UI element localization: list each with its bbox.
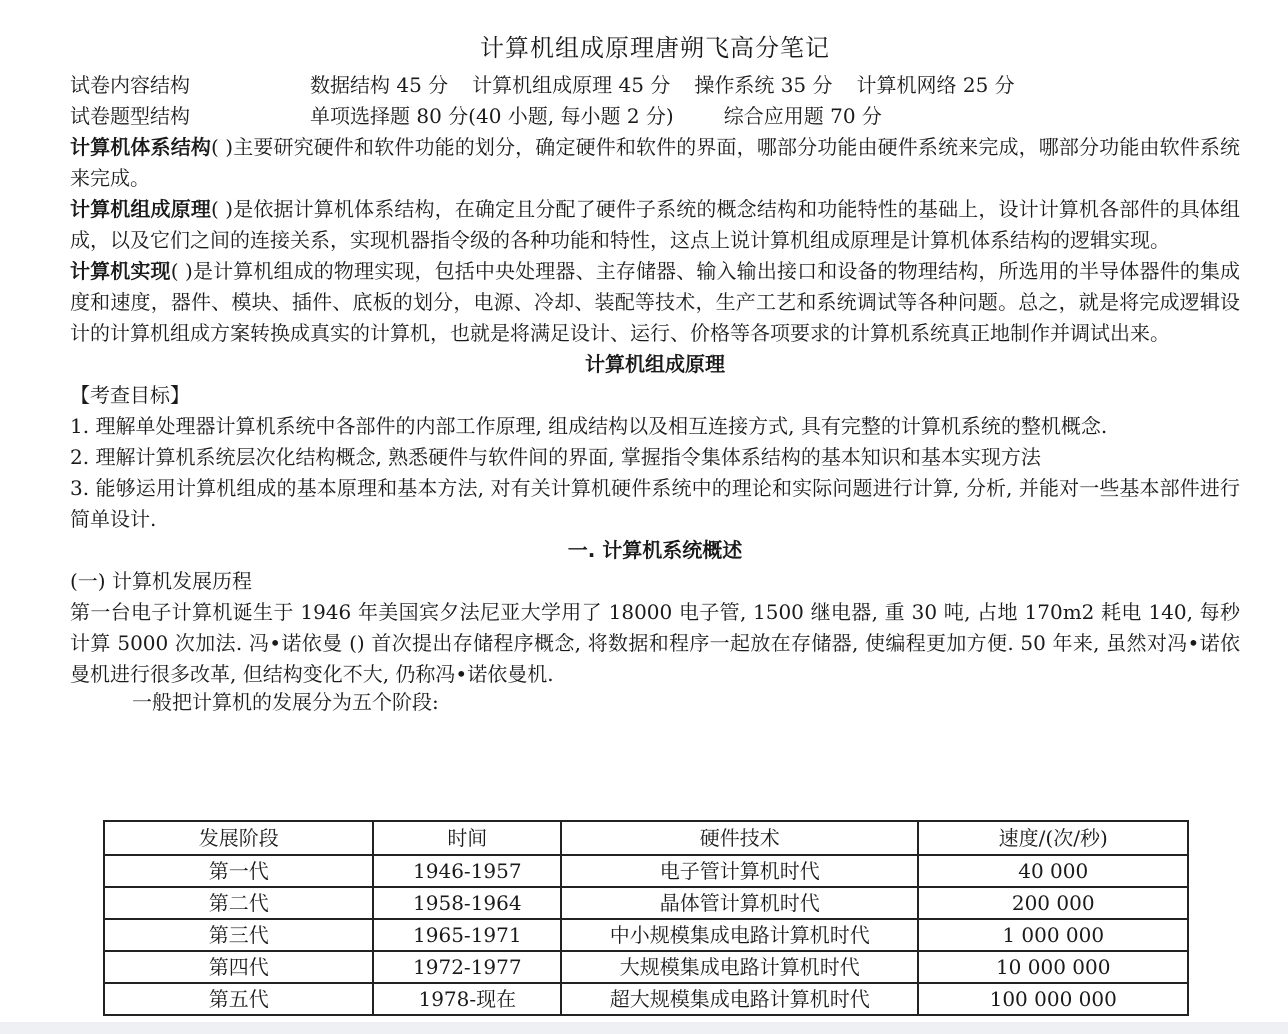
stages-table [103, 820, 1189, 1016]
table-cell: 1946-1957 [373, 855, 561, 887]
definition-paragraph [70, 256, 1240, 349]
table-cell: 10 000 000 [918, 951, 1188, 983]
table-cell: 第五代 [104, 983, 373, 1015]
table-cell: 晶体管计算机时代 [561, 887, 918, 919]
table-cell: 第二代 [104, 887, 373, 919]
structure-row-label: 试卷内容结构 [70, 73, 190, 97]
table-cell: 40 000 [918, 855, 1188, 887]
subsection-heading: (一) 计算机发展历程 [70, 569, 252, 593]
bottom-scroll-band [0, 1022, 1288, 1034]
structure-row-label: 试卷题型结构 [70, 104, 190, 128]
definition-text: ( )主要研究硬件和软件功能的划分，确定硬件和软件的界面，哪部分功能由硬件系统来完成，哪部分功能由软件系统来完成。 [70, 135, 1241, 190]
table-cell: 1965-1971 [373, 919, 561, 951]
table-cell: 第一代 [104, 855, 373, 887]
table-header-cell: 硬件技术 [561, 821, 918, 855]
definition-term: 计算机实现 [70, 259, 171, 283]
table-cell: 中小规模集成电路计算机时代 [561, 919, 918, 951]
table-cell: 200 000 [918, 887, 1188, 919]
definition-text: ( )是计算机组成的物理实现，包括中央处理器、主存储器、输入输出接口和设备的物理结构，所选用的半导体器件的集成度和速度，器件、模块、插件、底板的划分，电源、冷却、装配等技术，生产工艺和系统调试等各种问题。总之，就是将完成逻辑设计的计算机组成方案转换成真实的计算机，也就是将满足设计、运行、价格等各项要求的计算机系统真正地制作并调试出来。 [70, 259, 1241, 345]
table-cell: 1978-现在 [373, 983, 561, 1015]
table-header-cell: 发展阶段 [104, 821, 373, 855]
table-cell: 第四代 [104, 951, 373, 983]
table-row [104, 951, 1188, 983]
document-page [70, 30, 1240, 714]
table-row [104, 887, 1188, 919]
stages-intro: 一般把计算机的发展分为五个阶段: [132, 690, 439, 714]
structure-cell: 计算机组成原理 45 分 [472, 73, 671, 97]
history-paragraph: 第一台电子计算机诞生于 1946 年美国宾夕法尼亚大学用了 18000 电子管, 1500 继电器, 重 30 吨, 占地 170m2 耗电 140, 每秒计算 5000 次加法. 冯•诺依曼 () 首次提出存储程序概念, 将数据和程序一起放在存储器, 使编程更加方便. 50 年来, 虽然对冯•诺依曼机进行很多改革, 但结构变化不大, 仍称冯•诺依曼机. [70, 600, 1240, 686]
definition-paragraph [70, 194, 1240, 256]
table-cell: 第三代 [104, 919, 373, 951]
objective-item: 3. 能够运用计算机组成的基本原理和基本方法, 对有关计算机硬件系统中的理论和实际问题进行计算, 分析, 并能对一些基本部件进行简单设计. [70, 476, 1240, 531]
structure-cell: 计算机网络 25 分 [856, 73, 1015, 97]
table-row [104, 919, 1188, 951]
table-cell: 大规模集成电路计算机时代 [561, 951, 918, 983]
table-header-cell: 时间 [373, 821, 561, 855]
definition-term: 计算机组成原理 [70, 197, 211, 221]
structure-cell: 数据结构 45 分 [310, 73, 449, 97]
table-cell: 100 000 000 [918, 983, 1188, 1015]
table-cell: 电子管计算机时代 [561, 855, 918, 887]
structure-row [70, 70, 1240, 101]
structure-row [70, 101, 1240, 132]
table-row [104, 855, 1188, 887]
objective-item: 1. 理解单处理器计算机系统中各部件的内部工作原理, 组成结构以及相互连接方式, 具有完整的计算机系统的整机概念. [70, 414, 1108, 438]
table-row [104, 983, 1188, 1015]
definition-paragraph [70, 132, 1240, 194]
table-header-cell: 速度/(次/秒) [918, 821, 1188, 855]
document-title: 计算机组成原理唐朔飞高分笔记 [480, 34, 830, 62]
definition-text: ( )是依据计算机体系结构，在确定且分配了硬件子系统的概念结构和功能特性的基础上，设计计算机各部件的具体组成，以及它们之间的连接关系，实现机器指令级的各种功能和特性，这点上说计算机组成原理是计算机体系结构的逻辑实现。 [70, 197, 1241, 252]
table-header-row [104, 821, 1188, 855]
definition-term: 计算机体系结构 [70, 135, 211, 159]
structure-cell: 单项选择题 80 分(40 小题, 每小题 2 分) [310, 104, 674, 128]
structure-cell: 综合应用题 70 分 [723, 104, 882, 128]
objectives-heading: 【考查目标】 [70, 383, 190, 407]
section-heading: 计算机组成原理 [585, 352, 725, 376]
table-cell: 1958-1964 [373, 887, 561, 919]
table-cell: 超大规模集成电路计算机时代 [561, 983, 918, 1015]
objective-item: 2. 理解计算机系统层次化结构概念, 熟悉硬件与软件间的界面, 掌握指令集体系结构的基本知识和基本实现方法 [70, 445, 1041, 469]
table-cell: 1972-1977 [373, 951, 561, 983]
chapter-heading: 一. 计算机系统概述 [567, 538, 743, 562]
table-cell: 1 000 000 [918, 919, 1188, 951]
structure-cell: 操作系统 35 分 [694, 73, 833, 97]
